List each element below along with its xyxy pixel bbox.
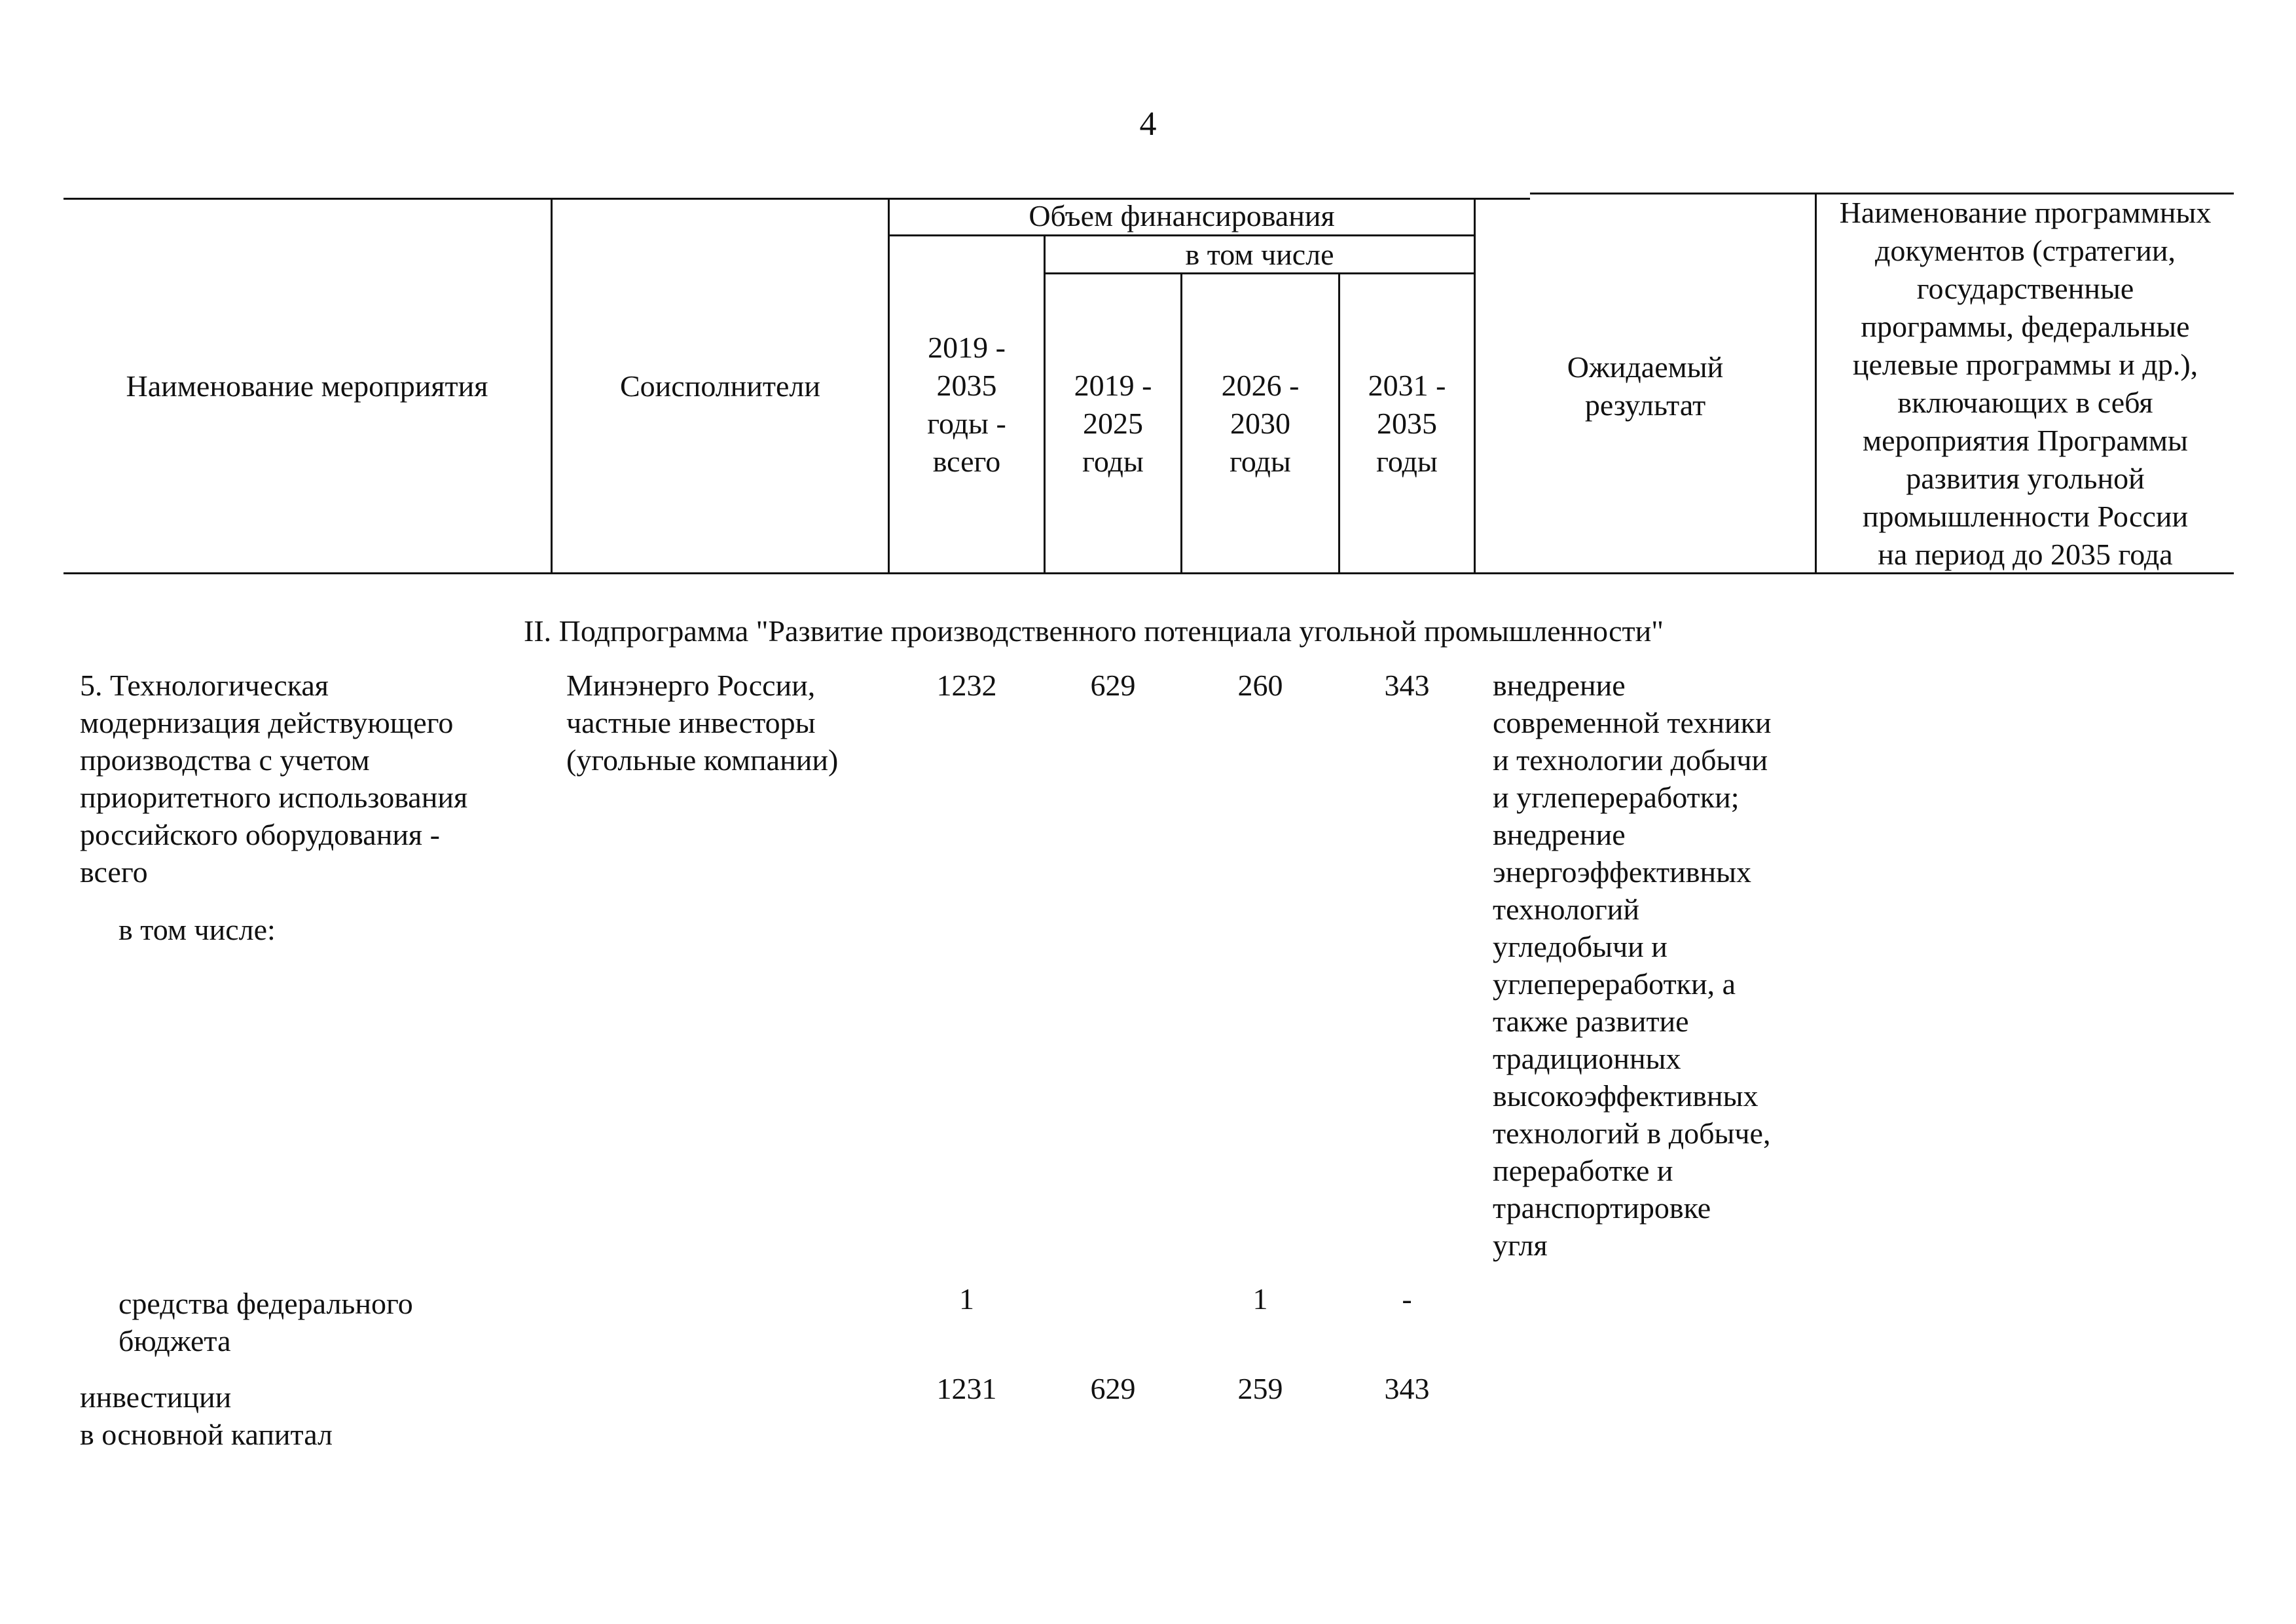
row-total: 1231: [936, 1372, 997, 1405]
header-funding-volume: Объем финансирования: [1029, 198, 1335, 232]
header-expected-result: Ожидаемый результат: [1567, 350, 1724, 422]
section-title: II. Подпрограмма "Развитие производственного потенциала угольной промышленности": [524, 614, 1664, 648]
row-period-1: 629: [1090, 669, 1136, 702]
row-federal-budget-name: средства федерального бюджета: [118, 1287, 413, 1357]
header-program-documents: Наименование программных документов (стратегии, государственные программы, федеральные целевые программы и др.), включающих в себя мероприятия Программы развития угольной промышленности России на период до 2035 года: [1839, 195, 2212, 571]
header-including: в том числе: [1185, 237, 1334, 271]
page-number: 4: [1139, 105, 1157, 143]
row-total: 1232: [936, 669, 997, 702]
row-expected-result: внедрение современной техники и технологии добычи и углепереработки; внедрение энергоэффективных технологий угледобычи и углепереработки, а также развитие традиционных высокоэффективных технологий в добыче, переработке и транспортировке угля: [1493, 669, 1772, 1262]
row-period-2: 1: [1252, 1282, 1268, 1316]
row-period-3: -: [1402, 1282, 1412, 1316]
header-period-2031-2035: 2031 - 2035 годы: [1368, 368, 1446, 478]
header-period-2019-2025: 2019 - 2025 годы: [1074, 368, 1152, 478]
row-capital-investment-name: инвестиции в основной капитал: [80, 1380, 333, 1451]
header-period-2026-2030: 2026 - 2030 годы: [1221, 368, 1300, 478]
row-measure-name: 5. Технологическая модернизация действующего производства с учетом приоритетного использования российского оборудования - всего: [80, 669, 468, 889]
row-period-1: 629: [1090, 1372, 1136, 1405]
row-period-3: 343: [1384, 1372, 1430, 1405]
row-including-label: в том числе:: [118, 913, 276, 946]
row-period-2: 260: [1237, 669, 1283, 702]
header-measure-name: Наименование мероприятия: [126, 369, 488, 403]
row-co-executors: Минэнерго России, частные инвесторы (угольные компании): [566, 669, 839, 777]
row-total: 1: [959, 1282, 974, 1316]
row-period-2: 259: [1237, 1372, 1283, 1405]
header-co-executors: Соисполнители: [619, 369, 820, 403]
row-period-3: 343: [1384, 669, 1430, 702]
header-total-2019-2035: 2019 - 2035 годы - всего: [927, 330, 1006, 478]
